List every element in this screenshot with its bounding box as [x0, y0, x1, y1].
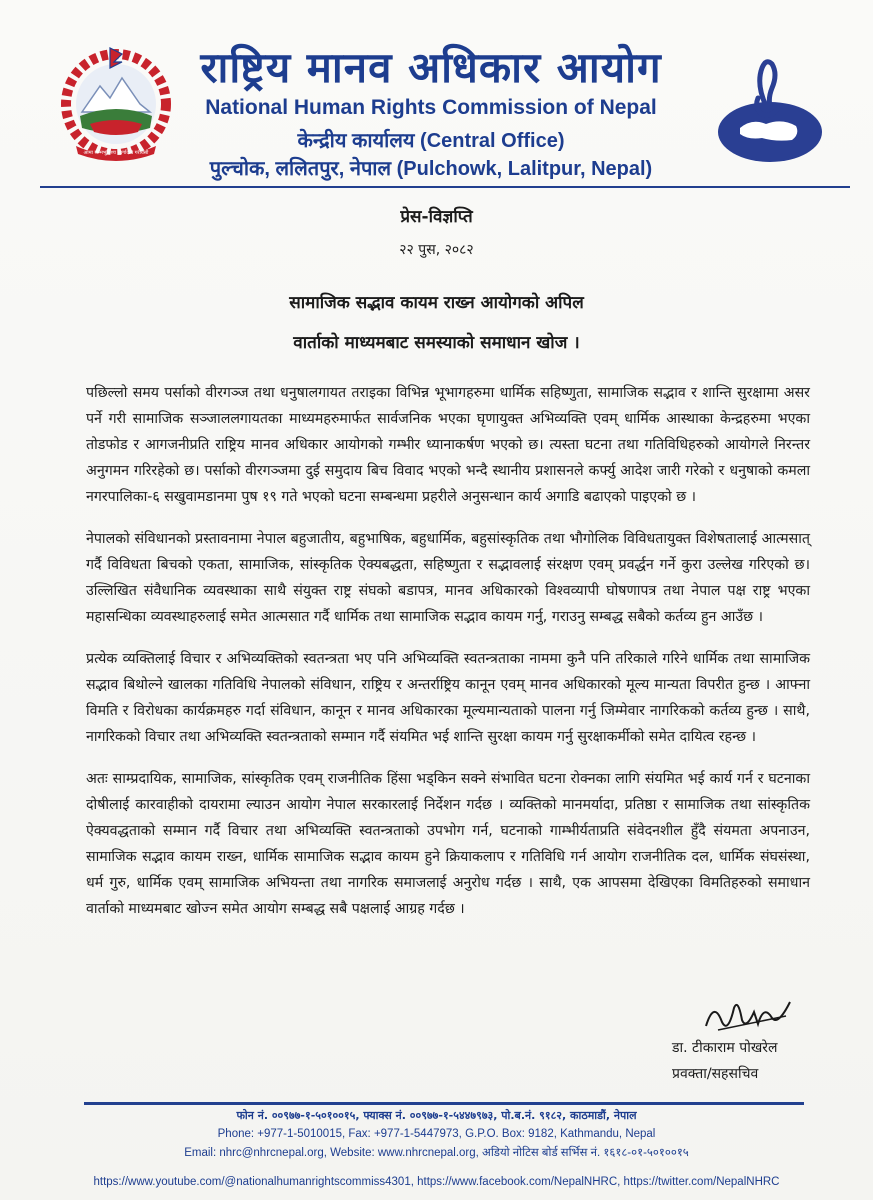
- release-date: २२ पुस, २०८२: [399, 242, 474, 258]
- body-paragraph: पछिल्लो समय पर्साको वीरगञ्ज तथा धनुषालगायत तराइका विभिन्न भूभागहरुमा धार्मिक सहिष्णुता, सामाजिक सद्भाव र शान्ति सुरक्षामा असर पर्ने गरी सामाजिक सञ्जाललगायतका माध्यमहरुमार्फत सार्वजनिक भएका घृणायुक्त अभिव्यक्ति एवम् धार्मिक आस्थाका केन्द्रहरुमा भएका तोडफोड र आगजनीप्रति राष्ट्रिय मानव अधिकार आयोगको गम्भीर ध्यानाकर्षण भएको छ। त्यस्ता घटना तथा गतिविधिहरुको आयोगले निरन्तर अनुगमन गरिरहेको छ। पर्साको वीरगञ्जमा दुई समुदाय बिच विवाद भएको भन्दै स्थानीय प्रशासनले कर्फ्यु आदेश जारी गरेको र धनुषाको कमला नगरपालिका-६ सखुवामडानमा पुष १९ गते भएको घटना सम्बन्धमा प्रहरीले अनुसन्धान कार्य अगाडि बढाएको पाइएको छ ।: [86, 385, 810, 505]
- footer-divider: [84, 1102, 804, 1105]
- signatory-name: डा. टीकाराम पोखरेल: [672, 1040, 778, 1056]
- office-name: केन्द्रीय कार्यालय (Central Office): [297, 130, 565, 152]
- body-paragraph: नेपालको संविधानको प्रस्तावनामा नेपाल बहुजातीय, बहुभाषिक, बहुधार्मिक, बहुसांस्कृतिक तथा भौगोलिक विविधतायुक्त विशेषतालाई आत्मसात् गर्दै विविधता बिचको एकता, सामाजिक, सांस्कृतिक ऐक्यबद्धता, सहिष्णुता र सद्भावलाई संरक्षण एवम् प्रवर्द्धन गर्ने कुरा उल्लेख गरिएको छ। उल्लिखित संवैधानिक व्यवस्थाका साथै संयुक्त राष्ट्र संघको बडापत्र, मानव अधिकारको विश्वव्यापी घोषणापत्र तथा नेपाल पक्ष राष्ट्र भएका महासन्धिका व्यवस्थाहरुलाई समेत आत्मसात गर्दै धार्मिक तथा सामाजिक सद्भाव कायम गर्नु, गराउनु सम्बद्ध सबैको कर्तव्य हुन आउँछ ।: [86, 531, 810, 625]
- organization-name-nepali: राष्ट्रिय मानव अधिकार आयोग: [200, 43, 662, 92]
- nhrc-logo-icon: [700, 48, 830, 168]
- header-divider: [40, 186, 850, 188]
- signatory-title: प्रवक्ता/सहसचिव: [672, 1066, 759, 1082]
- headline-secondary: वार्ताको माध्यमबाट समस्याको समाधान खोज ।: [293, 333, 580, 353]
- footer-email-website: Email: nhrc@nhrcnepal.org, Website: www.nhrcnepal.org, अडियो नोटिस बोर्ड सर्भिस नं. १६१८-०१-५०१००१५: [184, 1147, 689, 1159]
- footer-social-links: https://www.youtube.com/@nationalhumanrightscommiss4301, https://www.facebook.com/NepalNHRC, https://twitter.com/NepalNHRC: [93, 1176, 780, 1188]
- press-release-label: प्रेस-विज्ञप्ति: [400, 207, 473, 227]
- footer-contact-english: Phone: +977-1-5010015, Fax: +977-1-5447973, G.P.O. Box: 9182, Kathmandu, Nepal: [217, 1128, 656, 1140]
- office-address: पुल्चोक, ललितपुर, नेपाल (Pulchowk, Lalitpur, Nepal): [209, 158, 653, 180]
- headline-primary: सामाजिक सद्भाव कायम राख्न आयोगको अपिल: [289, 293, 584, 313]
- body-paragraph: अतः साम्प्रदायिक, सामाजिक, सांस्कृतिक एवम् राजनीतिक हिंसा भड्किन सक्ने संभावित घटना रोक्नका लागि संयमित भई कार्य गर्न र घटनाका दोषीलाई कारवाहीको दायरामा ल्याउन आयोग नेपाल सरकारलाई निर्देशन गर्दछ । व्यक्तिको मानमर्यादा, प्रतिष्ठा र सामाजिक तथा सांस्कृतिक ऐक्यवद्धताको सम्मान गर्दै विचार तथा अभिव्यक्ति स्वतन्त्रताको उपभोग गर्न, घटनाको गाम्भीर्यताप्रति संवेदनशील हुँदै संयमता अपनाउन, सामाजिक सद्भाव कायम राख्न, धार्मिक सामाजिक सद्भाव कायम हुने क्रियाकलाप र गतिविधि गर्न आयोग राजनीतिक दल, धार्मिक संघसंस्था, धर्म गुरु, धार्मिक एवम् सामाजिक अभियन्ता तथा नागरिक समाजलाई अनुरोध गर्दछ । साथै, एक आपसमा देखिएका विमतिहरुको समाधान वार्ताको माध्यमबाट खोज्न समेत आयोग सम्बद्ध सबै पक्षलाई आग्रह गर्दछ ।: [86, 771, 810, 917]
- nepal-emblem-icon: [50, 42, 182, 162]
- handwritten-signature: [698, 990, 798, 1040]
- body-paragraph: प्रत्येक व्यक्तिलाई विचार र अभिव्यक्तिको स्वतन्त्रता भए पनि अभिव्यक्ति स्वतन्त्रताका नाममा कुनै पनि तरिकाले गरिने धार्मिक तथा सामाजिक सद्भाव बिथोल्ने खालका गतिविधि नेपालको संविधान, राष्ट्रिय र अन्तर्राष्ट्रिय कानून एवम् मानव अधिकारको मूल्य मान्यता विपरीत हुन्छ । आफ्ना विमति र विरोधका कार्यक्रमहरु गर्दा संविधान, कानून र मानव अधिकारका मूल्यमान्यताको पालना गर्नु जिम्मेवार नागरिकको कर्तव्य हुन्छ । साथै, नागरिकको विचार तथा अभिव्यक्ति स्वतन्त्रताको सम्मान गर्दै संयमित भई शान्ति सुरक्षा कायम गर्नु सुरक्षाकर्मीको समेत दायित्व रहन्छ ।: [86, 651, 810, 745]
- footer-contact-nepali: फोन नं. ००९७७-१-५०१००१५, फ्याक्स नं. ००९७७-१-५४४७९७३, पो.ब.नं. ९१८२, काठमाडौं, नेपाल: [236, 1109, 637, 1122]
- press-release-body: [86, 380, 810, 938]
- organization-name-english: National Human Rights Commission of Nepal: [205, 96, 657, 119]
- emblem-ribbon-text: आमा जन्मभूमिश्च स्वर्गादपि गरीयसी: [83, 150, 149, 156]
